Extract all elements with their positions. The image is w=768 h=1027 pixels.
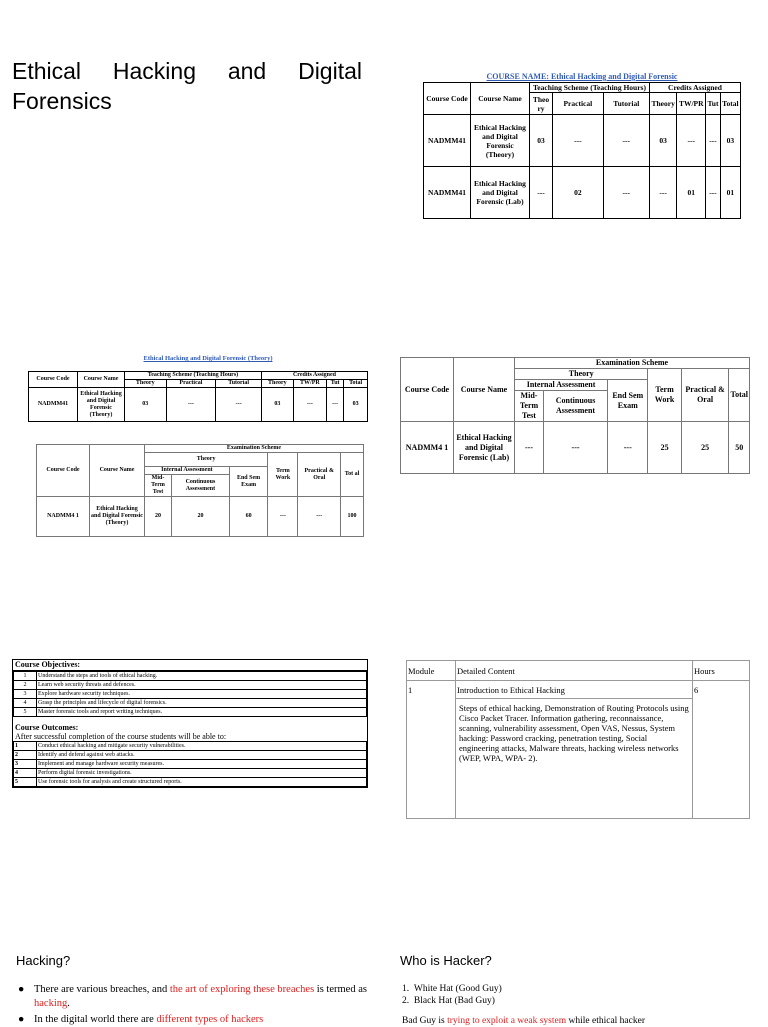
col-course-code: Course Code (37, 445, 90, 497)
col-theory: Theory (125, 380, 167, 388)
col-module: Module (407, 661, 456, 681)
item-number: 1. (402, 984, 414, 994)
exam-theory-table (36, 444, 364, 537)
item-number: 2 (14, 681, 37, 690)
col-mid-term: Mid-Term Test (145, 475, 172, 497)
col-tutorial: Tutorial (216, 380, 262, 388)
cell: Ethical Hacking and Digital Forensic (Theory) (90, 497, 145, 537)
module-content: Steps of ethical hacking, Demonstration of Routing Protocols using Cisco Packet Tracer. Information gathering, reconnaissance, scanning, vulnerability assessment, Open VAS, Nessus, System hacking: Password cracking, penetration testing, Social engineering attacks, Malware threats, hacking wireless networks (WEP, WPA, WPA- 2). (456, 699, 693, 819)
col-end-sem: End Sem Exam (229, 467, 267, 497)
cell: 03 (720, 115, 740, 167)
col-hours: Hours (693, 661, 750, 681)
cell: 03 (261, 388, 293, 422)
col-teaching-scheme: Teaching Scheme (Teaching Hours) (125, 372, 262, 380)
col-course-code: Course Code (29, 372, 78, 388)
col-practical-oral: Practical & Oral (681, 369, 729, 422)
col-total: Total (344, 380, 368, 388)
item-text: Understand the steps and tools of ethical hacking. (37, 672, 367, 681)
theory-table (28, 371, 368, 422)
list-item (402, 983, 752, 995)
module-table-block (406, 660, 750, 819)
objectives-table (13, 671, 367, 717)
cut-red: trying to exploit a weak system (447, 1016, 567, 1026)
item-number: 4 (14, 699, 37, 708)
cell: --- (166, 388, 216, 422)
b2-red: different types of hackers (156, 1014, 264, 1025)
col-teaching-scheme: Teaching Scheme (Teaching Hours) (530, 83, 650, 93)
col-exam-scheme: Examination Scheme (515, 358, 750, 369)
col-course-code: Course Code (401, 358, 454, 422)
list-item (14, 769, 367, 778)
list-item (14, 699, 367, 708)
cut-pre: Bad Guy is (402, 1016, 448, 1026)
col-total: Total (720, 93, 740, 115)
item-number: 1 (14, 742, 37, 751)
cell: --- (544, 422, 608, 474)
list-item (14, 778, 367, 787)
module-title: Introduction to Ethical Hacking (456, 681, 693, 699)
item-text: Identify and defend against web attacks. (37, 751, 367, 760)
cell: 100 (341, 497, 364, 537)
cell: 50 (729, 422, 750, 474)
table-row (37, 497, 364, 537)
cell: 03 (344, 388, 368, 422)
cell: NADMM4 1 (37, 497, 90, 537)
exam-lab-table (400, 357, 750, 474)
col-internal: Internal Assessment (515, 380, 608, 391)
col-theory: Theory (145, 453, 268, 467)
col-twpr: TW/PR (293, 380, 326, 388)
list-item (14, 708, 367, 717)
cell: --- (216, 388, 262, 422)
cell: 20 (145, 497, 172, 537)
cell: Ethical Hacking and Digital Forensic (Lab) (471, 167, 530, 219)
slide-title: Ethical Hacking and Digital Forensics (12, 58, 362, 114)
col-continuous: Continuous Assessment (172, 475, 230, 497)
b1-mid: is termed as (314, 984, 367, 995)
list-item (402, 995, 752, 1007)
item-text: Perform digital forensic investigations. (37, 769, 367, 778)
b1-end: . (67, 998, 70, 1009)
module-table (406, 660, 750, 819)
cell: --- (530, 167, 553, 219)
outcomes-intro: After successful completion of the course students will be able to: (15, 732, 227, 741)
cell: 20 (172, 497, 230, 537)
col-course-code: Course Code (424, 83, 471, 115)
table-row (407, 681, 750, 699)
col-total: Tot al (341, 453, 364, 497)
cell: 02 (553, 167, 604, 219)
table-row (29, 388, 368, 422)
item-number: 4 (14, 769, 37, 778)
b1-red: the art of exploring these breaches (169, 984, 315, 995)
hacker-list (402, 983, 752, 1027)
item-number: 3 (14, 760, 37, 769)
table-row (401, 422, 750, 474)
col-twpr: TW/PR (677, 93, 706, 115)
col-course-name: Course Name (471, 83, 530, 115)
exam-lab-table-block (400, 357, 750, 474)
col-practical: Practical (553, 93, 604, 115)
course-table-heading: COURSE NAME: Ethical Hacking and Digital Forensic (486, 72, 678, 81)
item-number: 2. (402, 996, 414, 1006)
col-theory: Theory (515, 369, 648, 380)
item-text: Master forensic tools and report writing techniques. (37, 708, 367, 717)
col-term-work: Term Work (268, 453, 298, 497)
col-theory-credit: Theory (649, 93, 676, 115)
col-term-work: Term Work (648, 369, 681, 422)
outcomes-table (13, 741, 367, 787)
cell: --- (268, 497, 298, 537)
cell: 01 (720, 167, 740, 219)
col-course-name: Course Name (454, 358, 515, 422)
cell: 03 (530, 115, 553, 167)
item-text: Grasp the principles and lifecycle of digital forensics. (37, 699, 367, 708)
cell: --- (298, 497, 341, 537)
item-number: 2 (14, 751, 37, 760)
theory-table-block (28, 355, 368, 422)
col-course-name: Course Name (90, 445, 145, 497)
cut-line (402, 1015, 752, 1027)
list-item (14, 742, 367, 751)
bullet-icon: ● (18, 984, 25, 995)
col-continuous: Continuous Assessment (544, 391, 608, 422)
item-number: 5 (14, 708, 37, 717)
cell: Ethical Hacking and Digital Forensic (Lab) (454, 422, 515, 474)
table-row (424, 115, 741, 167)
cell: --- (649, 167, 676, 219)
cell: NADMM41 (424, 115, 471, 167)
exam-theory-table-block (36, 444, 364, 544)
course-table-block (423, 72, 741, 219)
hacking-list (18, 983, 368, 1027)
list-item (18, 1013, 368, 1027)
cell: 25 (681, 422, 729, 474)
list-item (14, 690, 367, 699)
cell: 60 (229, 497, 267, 537)
cell: 03 (649, 115, 676, 167)
list-item (14, 681, 367, 690)
b1-red2: hacking (34, 998, 68, 1009)
col-mid-term: Mid-Term Test (515, 391, 544, 422)
item-text: Explore hardware security techniques. (37, 690, 367, 699)
course-table (423, 82, 741, 219)
cell: --- (553, 115, 604, 167)
module-hours: 6 (693, 681, 750, 819)
col-detailed-content: Detailed Content (456, 661, 693, 681)
list-item (14, 672, 367, 681)
cell: NADMM4 1 (401, 422, 454, 474)
col-total: Total (729, 369, 750, 422)
col-exam-scheme: Examination Scheme (145, 445, 364, 453)
col-tut: Tut (327, 380, 344, 388)
cell: 01 (677, 167, 706, 219)
cell: NADMM41 (29, 388, 78, 422)
table-row (424, 167, 741, 219)
cell: --- (327, 388, 344, 422)
item-number: 5 (14, 778, 37, 787)
theory-table-heading: Ethical Hacking and Digital Forensic (Theory) (143, 355, 273, 362)
col-credits-assigned: Credits Assigned (261, 372, 367, 380)
cell: --- (603, 115, 649, 167)
objectives-heading: Course Objectives: (13, 660, 367, 671)
cell: 03 (125, 388, 167, 422)
item-text: White Hat (Good Guy) (413, 984, 502, 994)
item-text: Conduct ethical hacking and mitigate security vulnerabilities. (37, 742, 367, 751)
module-number: 1 (407, 681, 456, 819)
cell: --- (293, 388, 326, 422)
cell: Ethical Hacking and Digital Forensic (Theory) (471, 115, 530, 167)
objectives-block (12, 659, 368, 788)
cell: --- (603, 167, 649, 219)
col-tutorial: Tutorial (603, 93, 649, 115)
bullet-icon: ● (18, 1014, 25, 1025)
item-text: Implement and manage hardware security measures. (37, 760, 367, 769)
cell: --- (706, 167, 721, 219)
cut-end: while ethical hacker (566, 1016, 645, 1026)
cell: --- (706, 115, 721, 167)
col-theory: Theo ry (530, 93, 553, 115)
cell: --- (515, 422, 544, 474)
item-text: Black Hat (Bad Guy) (413, 996, 495, 1006)
col-practical-oral: Practical & Oral (298, 453, 341, 497)
col-practical: Practical (166, 380, 216, 388)
list-item (18, 983, 368, 1011)
list-item (14, 751, 367, 760)
b1-pre: There are various breaches, and (34, 984, 170, 995)
item-number: 1 (14, 672, 37, 681)
cell: Ethical Hacking and Digital Forensic (Theory) (78, 388, 125, 422)
col-end-sem: End Sem Exam (608, 380, 648, 422)
cell: --- (608, 422, 648, 474)
cell: 25 (648, 422, 681, 474)
col-credits-assigned: Credits Assigned (649, 83, 740, 93)
b2-pre: In the digital world there are (34, 1014, 157, 1025)
hacker-title: Who is Hacker? (400, 953, 492, 968)
hacking-title: Hacking? (16, 953, 71, 968)
item-text: Use forensic tools for analysis and create structured reports. (37, 778, 367, 787)
col-course-name: Course Name (78, 372, 125, 388)
item-number: 3 (14, 690, 37, 699)
col-tut: Tut (706, 93, 721, 115)
list-item (14, 760, 367, 769)
item-text: Learn web security threats and defences. (37, 681, 367, 690)
cell: --- (677, 115, 706, 167)
outcomes-heading: Course Outcomes: (15, 723, 79, 732)
col-theory-credit: Theory (261, 380, 293, 388)
col-internal: Internal Assessment (145, 467, 230, 475)
cell: NADMM41 (424, 167, 471, 219)
